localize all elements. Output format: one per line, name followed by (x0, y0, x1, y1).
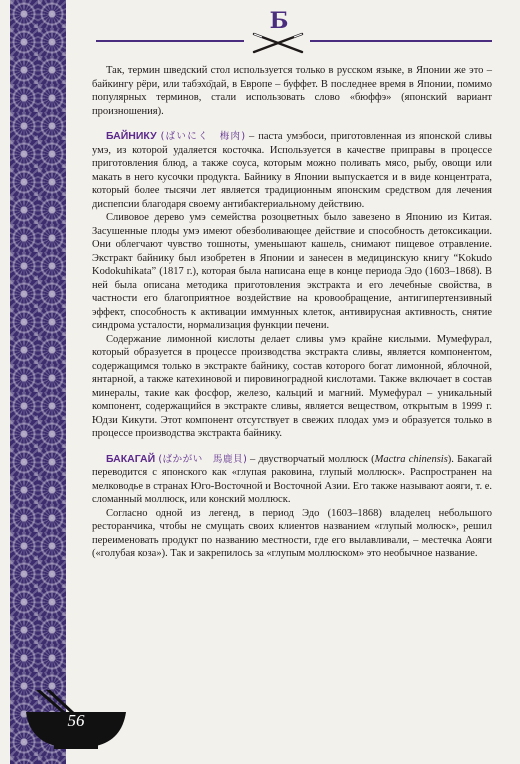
entry-term: БАКАГАЙ (106, 452, 156, 465)
entry-paragraph: Согласно одной из легенд, в период Эдо (1603–1868) владелец небольшого ресторанчика, чтобы не смущать своих клиентов названием «глупый молюск», решил переименовать продукт по названию местности, где его вылавливали, – местечка Аояги («голубая коза»). Так и закрепилось за «глупым моллюском» это необычное название. (92, 507, 492, 559)
entry-definition: – паста умэбоси, приготовленная из японской сливы умэ, из которой удаляется косточка. Используется в качестве приправы в процессе приготовления блюд, а также соуса, которым можно поливать мясо, рыбу, овощи или макать в него кусочки продукта. Байнику в Японии выпускается и в виде концентрата, который более тысячи лет является традиционным японским средством для лечения диспепсии благодаря своему антибактериальному действию. (92, 131, 492, 210)
entry-bainiku (92, 130, 492, 211)
page-number: 56 (67, 711, 85, 730)
entry-paragraph: Содержание лимонной кислоты делает сливы умэ крайне кислыми. Мумефурал, который образуется в процессе производства экстракта сливы, является компонентом, содержащимся только в экстракте байнику, состав которого богат лимонной, яблочной, янтарной, а также катехиновой и пировиноградной кислотами. Также включает в состав минералы, такие как фосфор, железо, кальций и магний. Мумефурал – уникальный компонент, содержащийся в экстракте сливы, является веществом, открытым в 1999 г. Юдзи Кикути. Этот компонент отсутствует в свежих плодах умэ и образуется только в процессе производства экстракта байнику. (92, 333, 492, 439)
header-rule-left (96, 40, 244, 42)
entry-definition-end: ). Бакагай переводится с японского как «глупая раковина, глупый моллюск». Распространен на мелководье в странах Юго-Восточной и Восточной Азии. Его также называют аояги, т. е. сломанный моллюск, или конский моллюск. (92, 453, 492, 505)
entry-bakagai (92, 453, 492, 507)
page-text (92, 64, 492, 561)
entry-japanese: (ばいにく 梅肉) (160, 131, 246, 142)
intro-paragraph: Так, термин шведский стол используется только в русском языке, в Японии же это – байкингу рёри, или табэхо̄дай, в Европе – буффет. В последнее время в Японии, помимо популярных терминов, стали использовать слово «бюффэ» (японский вариант произношения). (92, 65, 492, 117)
entry-term: БАЙНИКУ (106, 130, 157, 142)
header-rule-right (310, 40, 492, 42)
decorative-side-band (10, 0, 66, 764)
section-letter: Б (269, 8, 289, 34)
entry-japanese: (ばかがい 馬鹿貝) (158, 453, 247, 465)
entry-paragraph: Сливовое дерево умэ семейства розоцветных было завезено в Японию из Китая. Засушенные плоды умэ имеют обезболивающее действие и способность детоксикации. Они облегчают чувство тошноты, уменьшают кашель, снимают пищевое отравление. Экстракт байнику был изобретен в Японии и занесен в медицинскую книгу “Kokudo Kodokuhikata” (1817 г.), которая была написана еще в конце периода Эдо (1603–1868). В ней была описана методика приготовления экстракта и его лечебные свойства, в частности его благоприятное воздействие на кровообращение, антигипертензивный эффект, способность к активации иммунных клеток, антивирусная активность, снятие синдрома усталости, нормализация функции печени. (92, 212, 492, 331)
latin-name: Mactra chinensis (374, 453, 448, 465)
entry-definition-start: – двустворчатый моллюск ( (246, 453, 375, 465)
